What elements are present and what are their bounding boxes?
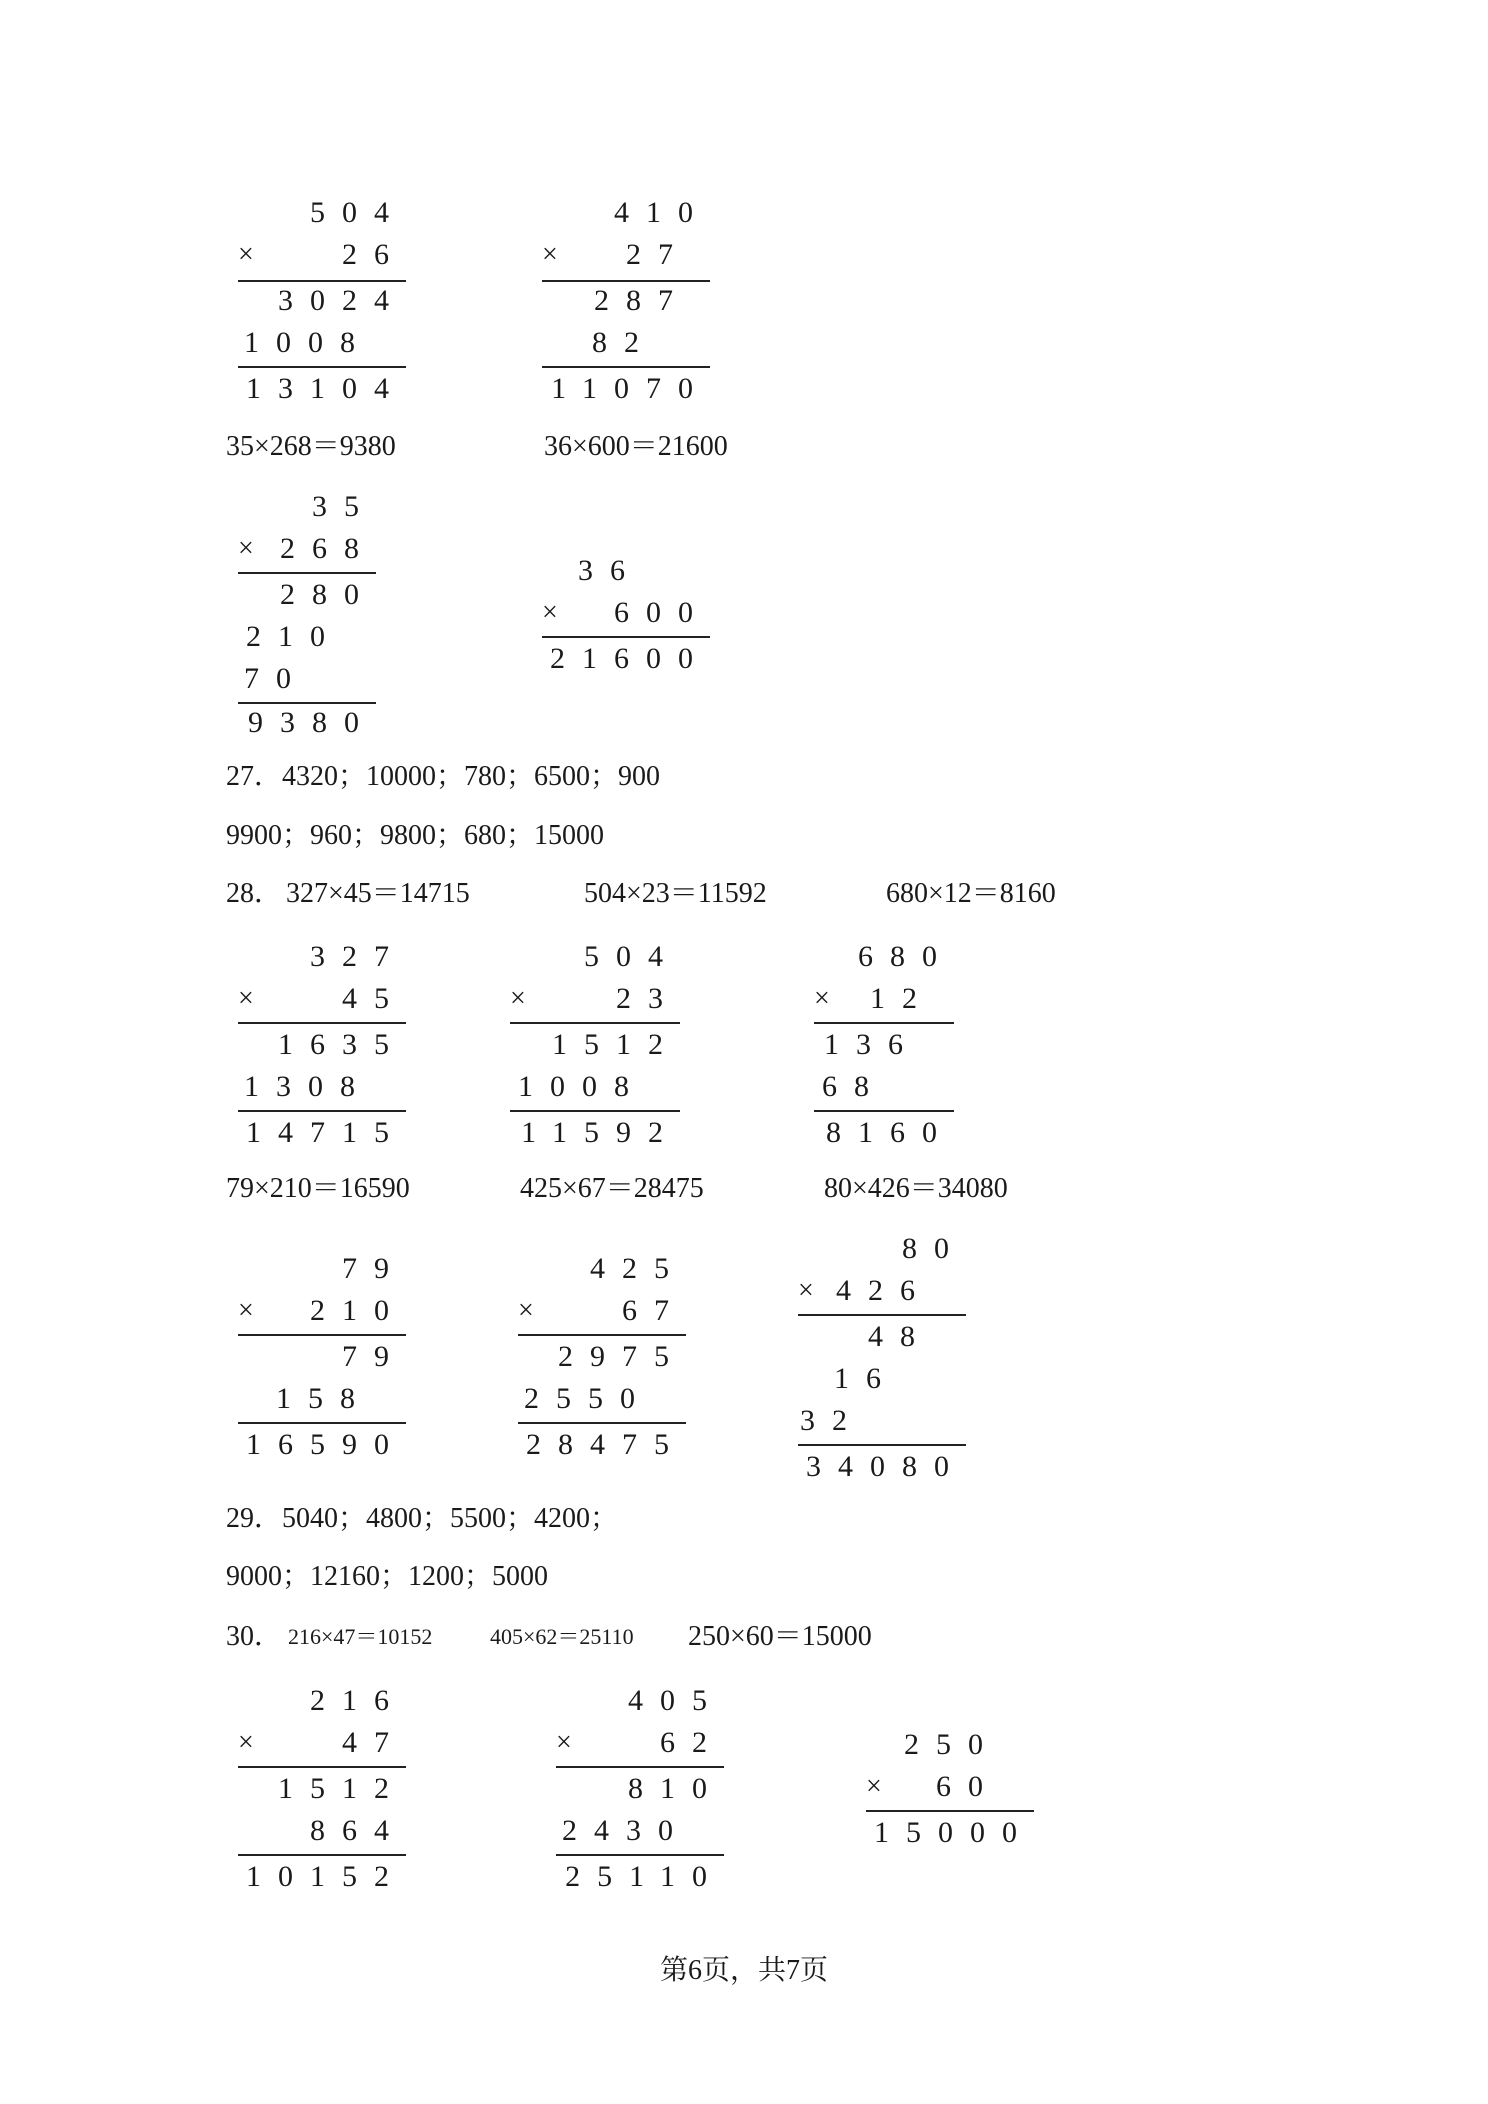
rule-line <box>866 1810 1034 1812</box>
mult-504x26 <box>238 196 406 416</box>
product: 11070 <box>551 372 710 405</box>
partial-product: 158 <box>276 1382 372 1415</box>
mult-35x268 <box>238 490 376 750</box>
product: 10152 <box>246 1860 406 1893</box>
partial-product: 3024 <box>278 284 406 317</box>
rule-line <box>510 1110 680 1112</box>
q27-line2: 9900；960；9800；680；15000 <box>226 820 605 851</box>
partial-product: 1308 <box>244 1070 372 1103</box>
rule-line <box>238 1422 406 1424</box>
rule-line <box>518 1334 686 1336</box>
product: 34080 <box>806 1450 966 1483</box>
product: 21600 <box>550 642 710 675</box>
q28-eq2: 504×23＝11592 <box>584 878 767 909</box>
rule-line <box>542 636 710 638</box>
rule-line <box>556 1854 724 1856</box>
multiplier: 45 <box>342 982 406 1015</box>
multiplicand: 504 <box>584 940 680 973</box>
equation-35x268: 35×268＝9380 <box>226 431 396 462</box>
times-sign: × <box>238 533 254 564</box>
mult-410x27 <box>542 196 710 416</box>
multiplier: 27 <box>626 238 690 271</box>
partial-product: 136 <box>824 1028 920 1061</box>
equation-79x210: 79×210＝16590 <box>226 1173 410 1204</box>
equation-425x67: 425×67＝28475 <box>520 1173 704 1204</box>
partial-product: 1008 <box>518 1070 646 1103</box>
partial-product: 1512 <box>278 1772 406 1805</box>
page-number: 第6页，共7页 <box>659 1955 828 1986</box>
product: 16590 <box>246 1428 406 1461</box>
rule-line <box>238 1334 406 1336</box>
multiplicand: 79 <box>342 1252 406 1285</box>
times-sign: × <box>798 1275 814 1306</box>
q28-eq1: 327×45＝14715 <box>286 878 470 909</box>
partial-product: 210 <box>246 620 342 653</box>
mult-504x23 <box>510 940 680 1160</box>
times-sign: × <box>542 239 558 270</box>
partial-product: 79 <box>342 1340 406 1373</box>
multiplicand: 250 <box>904 1728 1000 1761</box>
multiplicand: 36 <box>578 554 642 587</box>
multiplier: 210 <box>310 1294 406 1327</box>
mult-327x45 <box>238 940 406 1160</box>
multiplier: 23 <box>616 982 680 1015</box>
times-sign: × <box>518 1295 534 1326</box>
times-sign: × <box>238 1727 254 1758</box>
partial-product: 16 <box>834 1362 898 1395</box>
rule-line <box>238 1854 406 1856</box>
rule-line <box>238 572 376 574</box>
mult-80x426 <box>798 1232 966 1494</box>
partial-product: 810 <box>628 1772 724 1805</box>
partial-product: 1635 <box>278 1028 406 1061</box>
equation-80x426: 80×426＝34080 <box>824 1173 1008 1204</box>
partial-product: 32 <box>800 1404 864 1437</box>
multiplicand: 216 <box>310 1684 406 1717</box>
rule-line <box>542 366 710 368</box>
rule-line <box>510 1022 680 1024</box>
multiplicand: 680 <box>858 940 954 973</box>
q30-eq1: 216×47＝10152 <box>288 1624 433 1649</box>
multiplicand: 80 <box>902 1232 966 1265</box>
multiplier: 60 <box>936 1770 1000 1803</box>
multiplicand: 410 <box>614 196 710 229</box>
q30-eq2: 405×62＝25110 <box>490 1624 634 1649</box>
multiplicand: 425 <box>590 1252 686 1285</box>
mult-425x67 <box>518 1252 686 1472</box>
multiplicand: 504 <box>310 196 406 229</box>
rule-line <box>238 1022 406 1024</box>
rule-line <box>238 1766 406 1768</box>
multiplier: 600 <box>614 596 710 629</box>
product: 28475 <box>526 1428 686 1461</box>
times-sign: × <box>238 239 254 270</box>
product: 25110 <box>565 1860 724 1893</box>
partial-product: 1512 <box>552 1028 680 1061</box>
mult-680x12 <box>814 940 954 1160</box>
q27-line1: 27．4320；10000；780；6500；900 <box>226 761 661 792</box>
mult-250x60 <box>866 1728 1034 1868</box>
times-sign: × <box>866 1771 882 1802</box>
product: 15000 <box>874 1816 1034 1849</box>
multiplier: 12 <box>870 982 934 1015</box>
rule-line <box>542 280 710 282</box>
times-sign: × <box>238 1295 254 1326</box>
partial-product: 280 <box>280 578 376 611</box>
multiplier: 268 <box>280 532 376 565</box>
partial-product: 48 <box>868 1320 932 1353</box>
partial-product: 70 <box>244 662 308 695</box>
times-sign: × <box>238 983 254 1014</box>
times-sign: × <box>814 983 830 1014</box>
q28-number: 28． <box>226 878 283 909</box>
multiplicand: 35 <box>312 490 376 523</box>
product: 8160 <box>826 1116 954 1149</box>
partial-product: 68 <box>822 1070 886 1103</box>
rule-line <box>556 1766 724 1768</box>
q30-number: 30． <box>226 1621 283 1652</box>
rule-line <box>798 1314 966 1316</box>
partial-product: 2430 <box>562 1814 690 1847</box>
q28-eq3: 680×12＝8160 <box>886 878 1056 909</box>
rule-line <box>238 366 406 368</box>
product: 11592 <box>521 1116 680 1149</box>
rule-line <box>798 1444 966 1446</box>
rule-line <box>518 1422 686 1424</box>
rule-line <box>238 702 376 704</box>
q29-line1: 29．5040；4800；5500；4200； <box>226 1503 619 1534</box>
partial-product: 2550 <box>524 1382 652 1415</box>
multiplier: 26 <box>342 238 406 271</box>
mult-405x62 <box>556 1684 724 1904</box>
rule-line <box>814 1110 954 1112</box>
times-sign: × <box>556 1727 572 1758</box>
mult-216x47 <box>238 1684 406 1904</box>
multiplier: 62 <box>660 1726 724 1759</box>
rule-line <box>814 1022 954 1024</box>
times-sign: × <box>510 983 526 1014</box>
rule-line <box>238 280 406 282</box>
equation-36x600: 36×600＝21600 <box>544 431 728 462</box>
partial-product: 864 <box>310 1814 406 1847</box>
partial-product: 2975 <box>558 1340 686 1373</box>
product: 9380 <box>248 706 376 739</box>
multiplier: 426 <box>836 1274 932 1307</box>
multiplicand: 327 <box>310 940 406 973</box>
product: 14715 <box>246 1116 406 1149</box>
multiplier: 47 <box>342 1726 406 1759</box>
rule-line <box>238 1110 406 1112</box>
partial-product: 1008 <box>244 326 372 359</box>
mult-36x600 <box>542 554 710 684</box>
multiplicand: 405 <box>628 1684 724 1717</box>
q30-eq3: 250×60＝15000 <box>688 1621 872 1652</box>
partial-product: 287 <box>594 284 690 317</box>
q29-line2: 9000；12160；1200；5000 <box>226 1561 549 1592</box>
times-sign: × <box>542 597 558 628</box>
product: 13104 <box>246 372 406 405</box>
mult-79x210 <box>238 1252 406 1472</box>
partial-product: 82 <box>592 326 656 359</box>
multiplier: 67 <box>622 1294 686 1327</box>
